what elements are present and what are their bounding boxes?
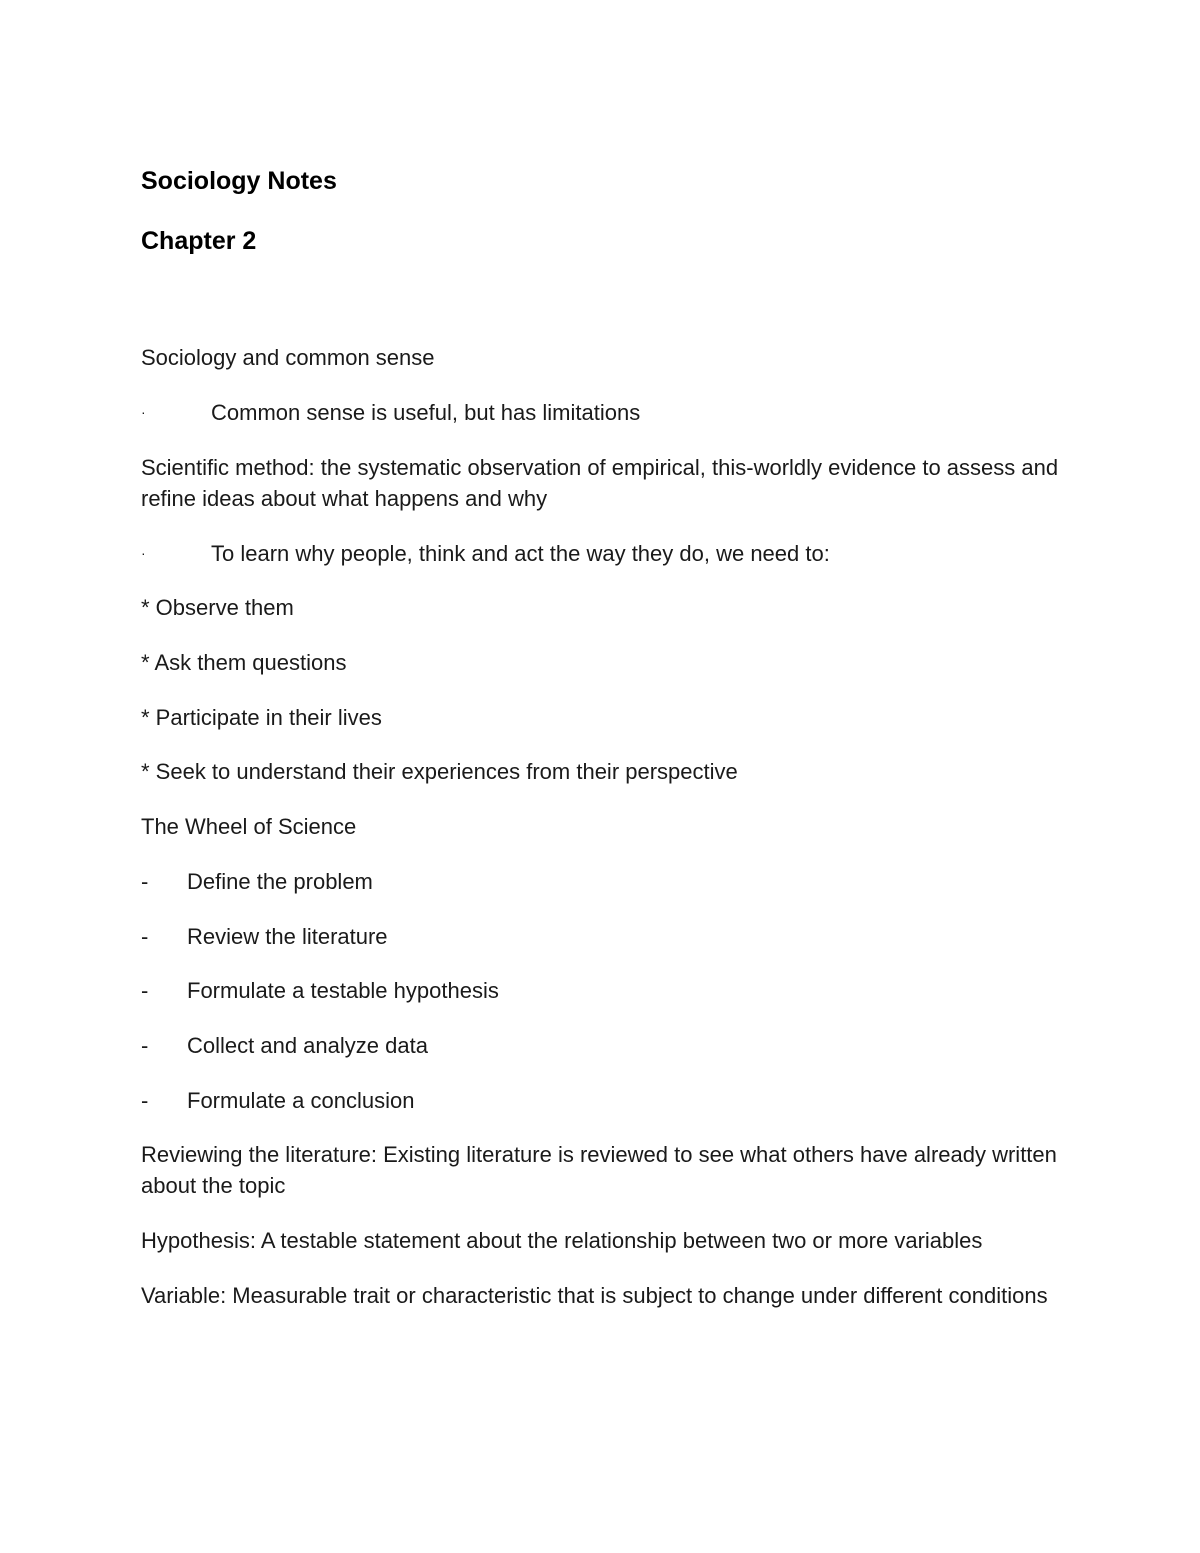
wheel-step-text: Collect and analyze data xyxy=(187,1033,428,1058)
wheel-step xyxy=(141,1085,1061,1116)
dash-marker: - xyxy=(141,924,149,949)
bullet-text: Common sense is useful, but has limitations xyxy=(211,400,641,425)
bullet-item-common-sense xyxy=(141,397,1061,428)
bullet-marker: · xyxy=(141,545,146,561)
dash-marker: - xyxy=(141,869,149,894)
section-heading-wheel-of-science: The Wheel of Science xyxy=(141,814,357,839)
list-item-participate: * Participate in their lives xyxy=(141,705,382,730)
list-item-understand: * Seek to understand their experiences from their perspective xyxy=(141,759,738,784)
paragraph-reviewing-literature: Reviewing the literature: Existing literature is reviewed to see what others have already written about the topic xyxy=(141,1142,1057,1198)
wheel-step-text: Formulate a testable hypothesis xyxy=(187,978,499,1003)
wheel-step xyxy=(141,1030,1061,1061)
dash-marker: - xyxy=(141,1033,149,1058)
document-title: Sociology Notes xyxy=(141,167,337,195)
section-heading-common-sense: Sociology and common sense xyxy=(141,345,435,370)
paragraph-variable: Variable: Measurable trait or characteristic that is subject to change under different conditions xyxy=(141,1283,1048,1308)
bullet-marker: · xyxy=(141,404,146,420)
list-item-ask: * Ask them questions xyxy=(141,650,347,675)
wheel-step xyxy=(141,866,1061,897)
dash-marker: - xyxy=(141,978,149,1003)
wheel-step-text: Review the literature xyxy=(187,924,388,949)
paragraph-hypothesis: Hypothesis: A testable statement about the relationship between two or more variables xyxy=(141,1228,983,1253)
wheel-step-text: Formulate a conclusion xyxy=(187,1088,415,1113)
bullet-text: To learn why people, think and act the way they do, we need to: xyxy=(211,541,830,566)
list-item-observe: * Observe them xyxy=(141,595,294,620)
bullet-item-learn xyxy=(141,538,1061,569)
wheel-step xyxy=(141,921,1061,952)
wheel-step xyxy=(141,975,1061,1006)
paragraph-scientific-method: Scientific method: the systematic observation of empirical, this-worldly evidence to assess and refine ideas about what happens and why xyxy=(141,455,1059,511)
wheel-step-text: Define the problem xyxy=(187,869,373,894)
chapter-heading: Chapter 2 xyxy=(141,227,257,255)
dash-marker: - xyxy=(141,1088,149,1113)
